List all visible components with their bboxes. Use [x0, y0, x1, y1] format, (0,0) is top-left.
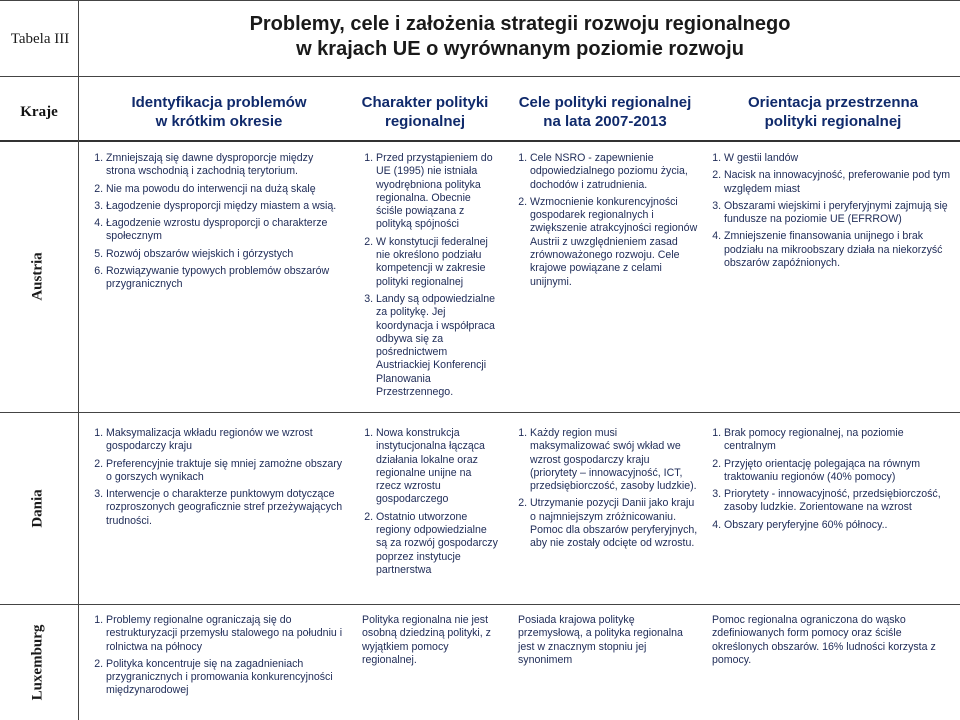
- list-item: 1. W gestii landów: [724, 152, 954, 165]
- header-problems: Identyfikacja problemów w krótkim okresie: [131, 94, 307, 130]
- list-item: 1. Każdy region musi maksymalizować swój wkład we wzrost gospodarczy kraju (priorytety – innowacyjność, ICT, przedsiębiorczość, zasoby ludzkie).: [530, 427, 698, 493]
- list-item: 2. Polityka koncentruje się na zagadnieniach przygranicznych i promowania konkurencyjności międzynarodowej: [106, 658, 344, 698]
- luxemburg-orientation: Pomoc regionalna ograniczona do wąsko zdefiniowanych form pomocy oraz ściśle określonych obszarów. 16% ludności korzysta z pomocy.: [712, 614, 936, 666]
- rule-under-dania: [0, 604, 960, 605]
- country-dania: Dania: [29, 488, 46, 528]
- list-item: 2. W konstytucji federalnej nie określono podziału kompetencji w zakresie polityki regionalnej: [376, 236, 498, 289]
- list-item: 1. Nowa konstrukcja instytucjonalna łącząca działania lokalne oraz regionalne unijne na rzecz wzrostu gospodarczego: [376, 427, 498, 507]
- rule-under-austria: [0, 412, 960, 413]
- list-item: 2. Wzmocnienie konkurencyjności gospodarek regionalnych i zwiększenie atrakcyjności regionów Austrii z uwzględnieniem zasad zrównoważonego rozwoju. Cele krajowe powiązane z celami unijnymi.: [530, 196, 698, 289]
- table-label: Tabela III: [10, 31, 70, 47]
- header-goals: Cele polityki regionalnej na lata 2007-2013: [518, 94, 692, 130]
- country-luxemburg: Luxemburg: [29, 624, 46, 700]
- page-title: [90, 12, 950, 62]
- luxemburg-goals: Posiada krajowa politykę przemysłową, a polityka regionalna jest w znacznym stopniu jej synonimem: [518, 614, 683, 666]
- list-item: 1. Cele NSRO - zapewnienie odpowiedzialnego poziomu życia, dochodów i zatrudnienia.: [530, 152, 698, 192]
- rule-under-title: [0, 76, 960, 77]
- dania-orientation: [706, 427, 954, 536]
- list-item: 3. Obszarami wiejskimi i peryferyjnymi zajmują się fundusze na poziomie UE (EFRROW): [724, 200, 954, 227]
- list-item: 2. Nacisk na innowacyjność, preferowanie pod tym względem miast: [724, 169, 954, 196]
- list-item: 3. Priorytety - innowacyjność, przedsiębiorczość, zasoby ludzkie. Zorientowane na wzrost: [724, 488, 954, 515]
- header-policy: Charakter polityki regionalnej: [361, 94, 489, 130]
- luxemburg-problems: [88, 614, 344, 702]
- austria-orientation: [706, 152, 954, 274]
- list-item: 2. Preferencyjnie traktuje się mniej zamożne obszary o gorszych wynikach: [106, 458, 344, 485]
- col-divider-1: [78, 0, 79, 720]
- luxemburg-policy: Polityka regionalna nie jest osobną dziedziną polityki, z wyjątkiem pomocy regionalnej.: [362, 614, 491, 666]
- list-item: 5. Rozwój obszarów wiejskich i górzystych: [106, 248, 344, 261]
- list-item: 1. Zmniejszają się dawne dysproporcje między strona wschodnią i zachodnią terytorium.: [106, 152, 344, 179]
- rule-under-header: [0, 140, 960, 142]
- list-item: 1. Przed przystąpieniem do UE (1995) nie istniała wyodrębniona polityka regionalna. Obecnie ściśle powiązana z polityką spójności: [376, 152, 498, 232]
- rule-top: [0, 0, 960, 1]
- country-austria: Austria: [29, 251, 46, 301]
- list-item: 4. Łagodzenie wzrostu dysproporcji o charakterze społecznym: [106, 217, 344, 244]
- austria-goals: [512, 152, 698, 293]
- list-item: 4. Obszary peryferyjne 60% północy..: [724, 519, 954, 532]
- dania-problems: [88, 427, 344, 532]
- austria-policy: [358, 152, 498, 403]
- list-item: 2. Przyjęto orientację polegająca na równym traktowaniu regionów (40% pomocy): [724, 458, 954, 485]
- list-item: 1. Brak pomocy regionalnej, na poziomie centralnym: [724, 427, 954, 454]
- list-item: 2. Nie ma powodu do interwencji na dużą skalę: [106, 183, 344, 196]
- dania-goals: [512, 427, 698, 555]
- austria-problems: [88, 152, 344, 296]
- list-item: 3. Łagodzenie dysproporcji między miastem a wsią.: [106, 200, 344, 213]
- header-kraje: Kraje: [20, 103, 58, 120]
- list-item: 2. Ostatnio utworzone regiony odpowiedzialne są za rozwój gospodarczy poprzez instytucje partnerstwa: [376, 511, 498, 577]
- title-line-2: w krajach UE o wyrównanym poziomie rozwoju: [296, 38, 744, 60]
- list-item: 4. Zmniejszenie finansowania unijnego i brak podziału na mikroobszary działa na niekorzyść obszarów zapóźnionych.: [724, 230, 954, 270]
- title-line-1: Problemy, cele i założenia strategii rozwoju regionalnego: [249, 13, 791, 35]
- list-item: 1. Maksymalizacja wkładu regionów we wzrost gospodarczy kraju: [106, 427, 344, 454]
- list-item: 3. Interwencje o charakterze punktowym dotyczące rozproszonych geograficznie stref przeżywających trudności.: [106, 488, 344, 528]
- header-orientation: Orientacja przestrzenna polityki regionalnej: [747, 94, 919, 130]
- list-item: 1. Problemy regionalne ograniczają się do restrukturyzacji przemysłu stalowego na południu i rolnictwa na północy: [106, 614, 344, 654]
- list-item: 6. Rozwiązywanie typowych problemów obszarów przygranicznych: [106, 265, 344, 292]
- list-item: 3. Landy są odpowiedzialne za politykę. Jej koordynacja i współpraca odbywa się za pośrednictwem Austriackiej Konferencji Planowania Przestrzennego.: [376, 293, 498, 399]
- list-item: 2. Utrzymanie pozycji Danii jako kraju o najmniejszym zróżnicowaniu. Pomoc dla obszarów peryferyjnych, aby nie zostały odcięte od wzrostu.: [530, 497, 698, 550]
- dania-policy: [358, 427, 498, 581]
